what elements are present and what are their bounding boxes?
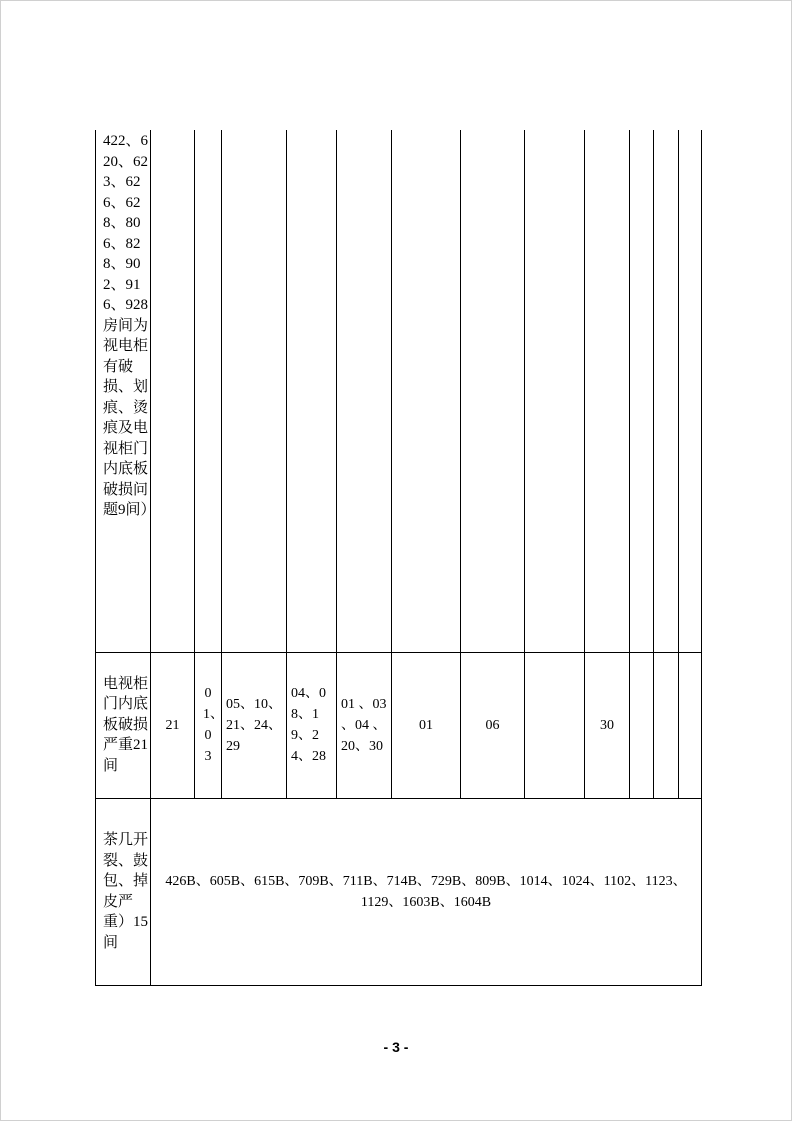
row2-description: 电视柜门内底板破损严重21间 — [103, 675, 149, 774]
row3-rooms-cell — [151, 798, 702, 985]
cell — [630, 130, 654, 652]
cell — [679, 130, 702, 652]
cell — [585, 130, 630, 652]
cell — [337, 130, 392, 652]
row1-description-cell — [96, 130, 156, 652]
table-row — [96, 798, 702, 985]
row2-description-cell — [96, 652, 151, 798]
row3-description: 茶几开裂、鼓包、掉皮严重）15间 — [103, 832, 149, 951]
cell — [287, 130, 337, 652]
cell — [630, 652, 654, 798]
cell — [461, 130, 525, 652]
row2-total: 21 — [151, 652, 195, 798]
cell — [392, 130, 461, 652]
cell — [654, 130, 679, 652]
row2-col-f: 06 — [461, 652, 525, 798]
cell — [151, 130, 195, 652]
cell — [679, 652, 702, 798]
row2-col-e: 01 — [392, 652, 461, 798]
table-row — [96, 652, 702, 798]
row2-col-g — [525, 652, 585, 798]
page-number: - 3 - — [383, 1039, 409, 1055]
row2-col-a-text: 01、03 — [203, 686, 224, 764]
row2-col-c — [287, 652, 337, 798]
cell — [222, 130, 287, 652]
row2-col-d — [337, 652, 392, 798]
row1-description: 422、620、623、626、628、806、828、902、916、928房间为视电柜有破损、划痕、烫痕及电视柜门内底板破损问题9间） — [103, 133, 156, 518]
cell — [195, 130, 222, 652]
inspection-table — [95, 130, 702, 986]
table-row — [96, 130, 702, 652]
row2-col-a — [195, 652, 222, 798]
row3-rooms: 426B、605B、615B、709B、711B、714B、729B、809B、1014、1024、1102、1123、1129、1603B、1604B — [165, 873, 687, 910]
row2-col-c-text: 04、08、19、24、28 — [291, 686, 326, 764]
row3-description-cell — [96, 798, 151, 985]
cell — [654, 652, 679, 798]
row2-col-d-text: 01 、03 、04 、20、30 — [341, 696, 387, 754]
row2-col-h: 30 — [585, 652, 630, 798]
cell — [525, 130, 585, 652]
row2-col-b — [222, 652, 287, 798]
row2-col-b-text: 05、10、21、24、29 — [226, 696, 282, 754]
